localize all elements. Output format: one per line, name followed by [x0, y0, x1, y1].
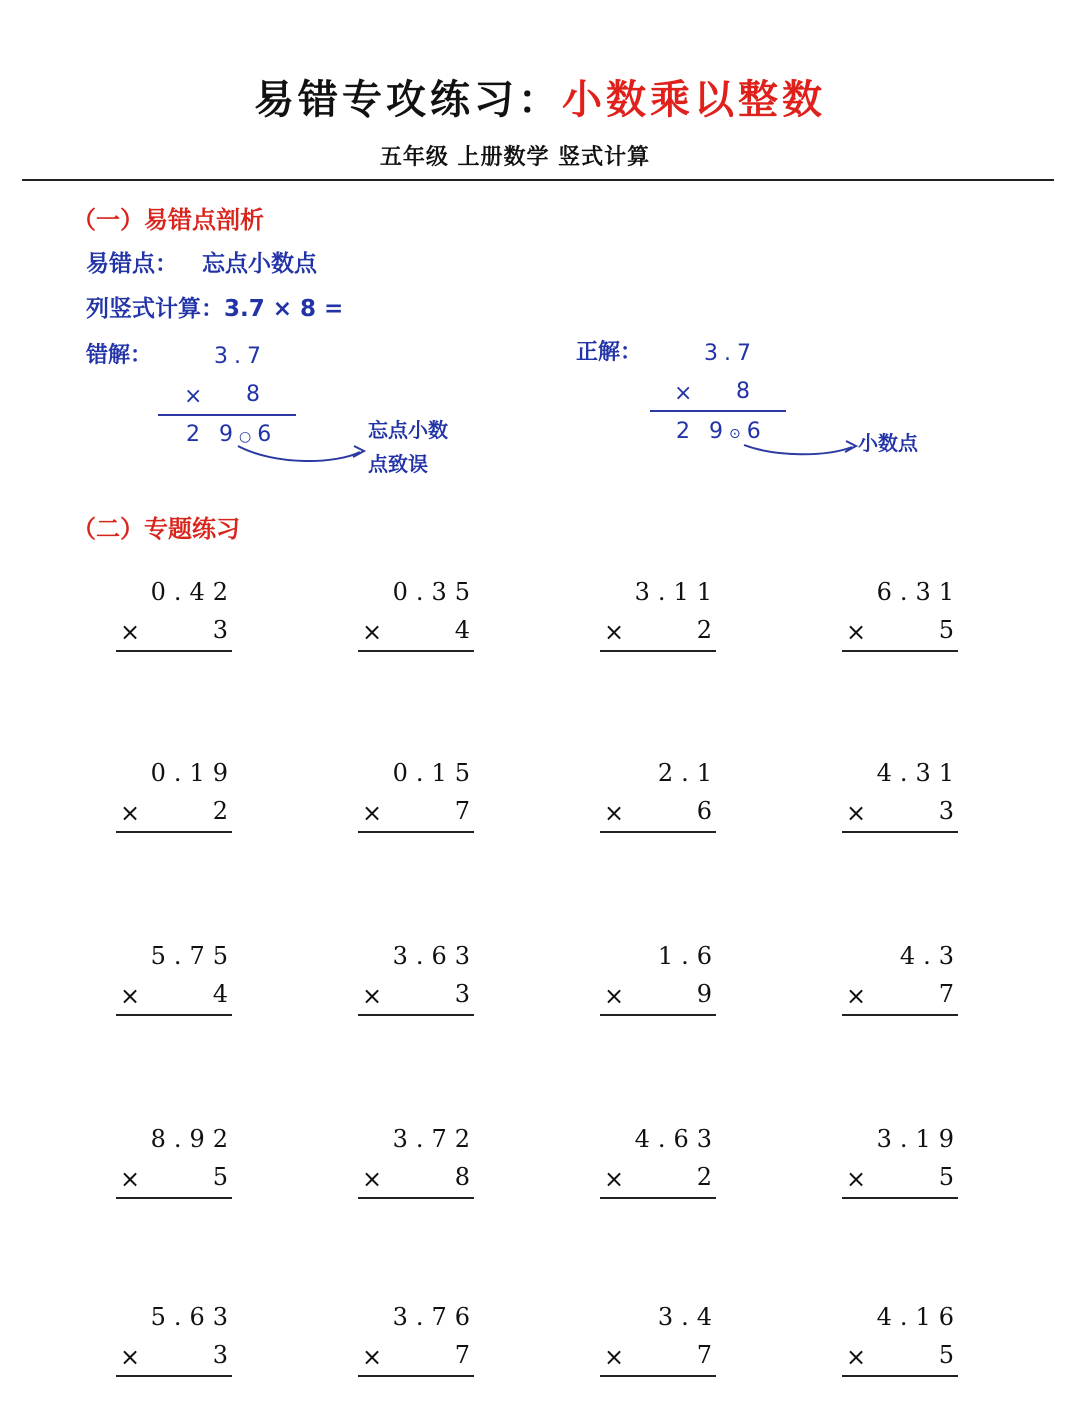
- wrong-note-line1: 忘点小数: [368, 418, 448, 442]
- wrong-result-right: 6: [257, 422, 278, 447]
- problem-answer-line: [600, 650, 716, 652]
- wrong-label: 错解：: [86, 343, 153, 368]
- problem-times-sign: ×: [604, 1165, 625, 1193]
- problem-multiplier: 3: [454, 980, 470, 1008]
- problem-times-sign: ×: [120, 1165, 141, 1193]
- header-divider: [22, 179, 1054, 181]
- practice-problem: [600, 942, 720, 1022]
- problem-multiplicand: 4.31: [876, 759, 962, 787]
- right-decimal-point-mark: ⊙: [729, 426, 747, 442]
- practice-problem: [600, 1303, 720, 1383]
- practice-problem: [600, 578, 720, 658]
- section-heading-practice: （二）专题练习: [72, 515, 240, 543]
- practice-problem: [842, 578, 962, 658]
- error-point-label: 易错点：: [86, 251, 178, 277]
- problem-times-sign: ×: [604, 618, 625, 646]
- problem-answer-line: [358, 831, 474, 833]
- practice-problem: [842, 1303, 962, 1383]
- right-times-sign: ×: [674, 381, 693, 406]
- problem-multiplicand: 6.31: [876, 578, 962, 606]
- problem-multiplier: 5: [212, 1163, 228, 1191]
- problem-answer-line: [842, 1197, 958, 1199]
- right-note: 小数点: [858, 431, 918, 455]
- right-multiplier: 8: [736, 379, 750, 404]
- problem-answer-line: [116, 1375, 232, 1377]
- problem-multiplier: 7: [938, 980, 954, 1008]
- problem-multiplier: 5: [938, 1341, 954, 1369]
- practice-problem: [600, 759, 720, 839]
- problem-multiplier: 7: [696, 1341, 712, 1369]
- problem-answer-line: [600, 831, 716, 833]
- practice-problem: [116, 942, 236, 1022]
- wrong-solution: [86, 338, 506, 488]
- practice-problem: [116, 578, 236, 658]
- problem-multiplier: 7: [454, 1341, 470, 1369]
- problem-multiplier: 3: [212, 1341, 228, 1369]
- section-heading-analysis: （一）易错点剖析: [72, 206, 264, 234]
- problem-times-sign: ×: [846, 618, 867, 646]
- problem-multiplier: 7: [454, 797, 470, 825]
- problem-multiplicand: 0.15: [392, 759, 478, 787]
- practice-problem: [116, 1303, 236, 1383]
- problem-answer-line: [116, 1014, 232, 1016]
- practice-problem: [358, 578, 478, 658]
- practice-problem: [600, 1125, 720, 1205]
- right-solution: [576, 335, 996, 485]
- problem-answer-line: [842, 1014, 958, 1016]
- problem-times-sign: ×: [362, 982, 383, 1010]
- problem-answer-line: [358, 1014, 474, 1016]
- practice-problem: [842, 1125, 962, 1205]
- problem-multiplicand: 2.1: [657, 759, 720, 787]
- practice-problem: [358, 1303, 478, 1383]
- wrong-multiplicand: 3.7: [214, 344, 267, 369]
- practice-problem: [842, 759, 962, 839]
- right-result-left: 2 9: [676, 419, 729, 444]
- problem-multiplier: 9: [696, 980, 712, 1008]
- problem-times-sign: ×: [604, 1343, 625, 1371]
- wrong-note-line2: 点致误: [368, 452, 428, 476]
- problem-multiplier: 4: [212, 980, 228, 1008]
- problem-times-sign: ×: [846, 1165, 867, 1193]
- problem-multiplicand: 5.75: [150, 942, 236, 970]
- problem-multiplicand: 4.16: [876, 1303, 962, 1331]
- problem-multiplicand: 1.6: [657, 942, 720, 970]
- column-prompt: 列竖式计算：3.7 × 8 =: [86, 296, 344, 322]
- problem-times-sign: ×: [846, 799, 867, 827]
- problem-multiplicand: 3.19: [876, 1125, 962, 1153]
- title-black: 易错专攻练习：: [254, 76, 562, 123]
- problem-times-sign: ×: [362, 618, 383, 646]
- problem-multiplier: 3: [938, 797, 954, 825]
- page-title: [0, 68, 1080, 125]
- problem-answer-line: [842, 831, 958, 833]
- problem-multiplicand: 0.19: [150, 759, 236, 787]
- problem-multiplicand: 3.63: [392, 942, 478, 970]
- problem-answer-line: [600, 1375, 716, 1377]
- problem-times-sign: ×: [120, 1343, 141, 1371]
- practice-problem: [116, 1125, 236, 1205]
- practice-problem: [358, 942, 478, 1022]
- problem-times-sign: ×: [846, 1343, 867, 1371]
- problem-times-sign: ×: [604, 799, 625, 827]
- practice-problem: [358, 1125, 478, 1205]
- problem-multiplier: 2: [212, 797, 228, 825]
- problem-multiplicand: 8.92: [150, 1125, 236, 1153]
- problem-multiplicand: 5.63: [150, 1303, 236, 1331]
- problem-multiplicand: 3.4: [657, 1303, 720, 1331]
- problem-multiplicand: 3.72: [392, 1125, 478, 1153]
- title-red: 小数乘以整数: [562, 76, 826, 123]
- problem-answer-line: [600, 1014, 716, 1016]
- problem-multiplier: 5: [938, 1163, 954, 1191]
- problem-times-sign: ×: [846, 982, 867, 1010]
- problem-multiplicand: 4.63: [634, 1125, 720, 1153]
- right-multiplicand: 3.7: [704, 341, 757, 366]
- problem-multiplier: 3: [212, 616, 228, 644]
- problem-multiplier: 5: [938, 616, 954, 644]
- problem-answer-line: [116, 650, 232, 652]
- problem-times-sign: ×: [120, 799, 141, 827]
- problem-answer-line: [358, 1197, 474, 1199]
- problem-answer-line: [358, 650, 474, 652]
- problem-multiplier: 6: [696, 797, 712, 825]
- problem-times-sign: ×: [362, 1165, 383, 1193]
- problem-answer-line: [116, 1197, 232, 1199]
- problem-answer-line: [842, 1375, 958, 1377]
- problem-times-sign: ×: [604, 982, 625, 1010]
- problem-multiplicand: 3.76: [392, 1303, 478, 1331]
- problem-multiplier: 2: [696, 1163, 712, 1191]
- problem-answer-line: [600, 1197, 716, 1199]
- wrong-missing-point-mark: ○: [239, 429, 258, 445]
- page-subtitle: 五年级 上册数学 竖式计算: [379, 145, 651, 170]
- problem-multiplicand: 0.35: [392, 578, 478, 606]
- problem-times-sign: ×: [120, 618, 141, 646]
- problem-answer-line: [358, 1375, 474, 1377]
- problem-answer-line: [842, 650, 958, 652]
- wrong-result-left: 2 9: [186, 422, 239, 447]
- wrong-multiplier: 8: [246, 382, 260, 407]
- problem-multiplier: 4: [454, 616, 470, 644]
- problem-multiplier: 8: [454, 1163, 470, 1191]
- error-point-value: 忘点小数点: [202, 251, 317, 277]
- wrong-arrow-icon: [86, 338, 506, 488]
- problem-multiplicand: 0.42: [150, 578, 236, 606]
- wrong-times-sign: ×: [184, 384, 203, 409]
- problem-multiplier: 2: [696, 616, 712, 644]
- right-result-right: 6: [746, 419, 767, 444]
- error-point-line: [86, 245, 317, 278]
- problem-times-sign: ×: [362, 1343, 383, 1371]
- practice-problem: [358, 759, 478, 839]
- right-label: 正解：: [576, 340, 643, 365]
- right-arrow-icon: [576, 335, 996, 485]
- problem-multiplicand: 4.3: [899, 942, 962, 970]
- problem-times-sign: ×: [362, 799, 383, 827]
- problem-answer-line: [116, 831, 232, 833]
- problem-times-sign: ×: [120, 982, 141, 1010]
- problem-multiplicand: 3.11: [634, 578, 720, 606]
- practice-problem: [842, 942, 962, 1022]
- practice-problem: [116, 759, 236, 839]
